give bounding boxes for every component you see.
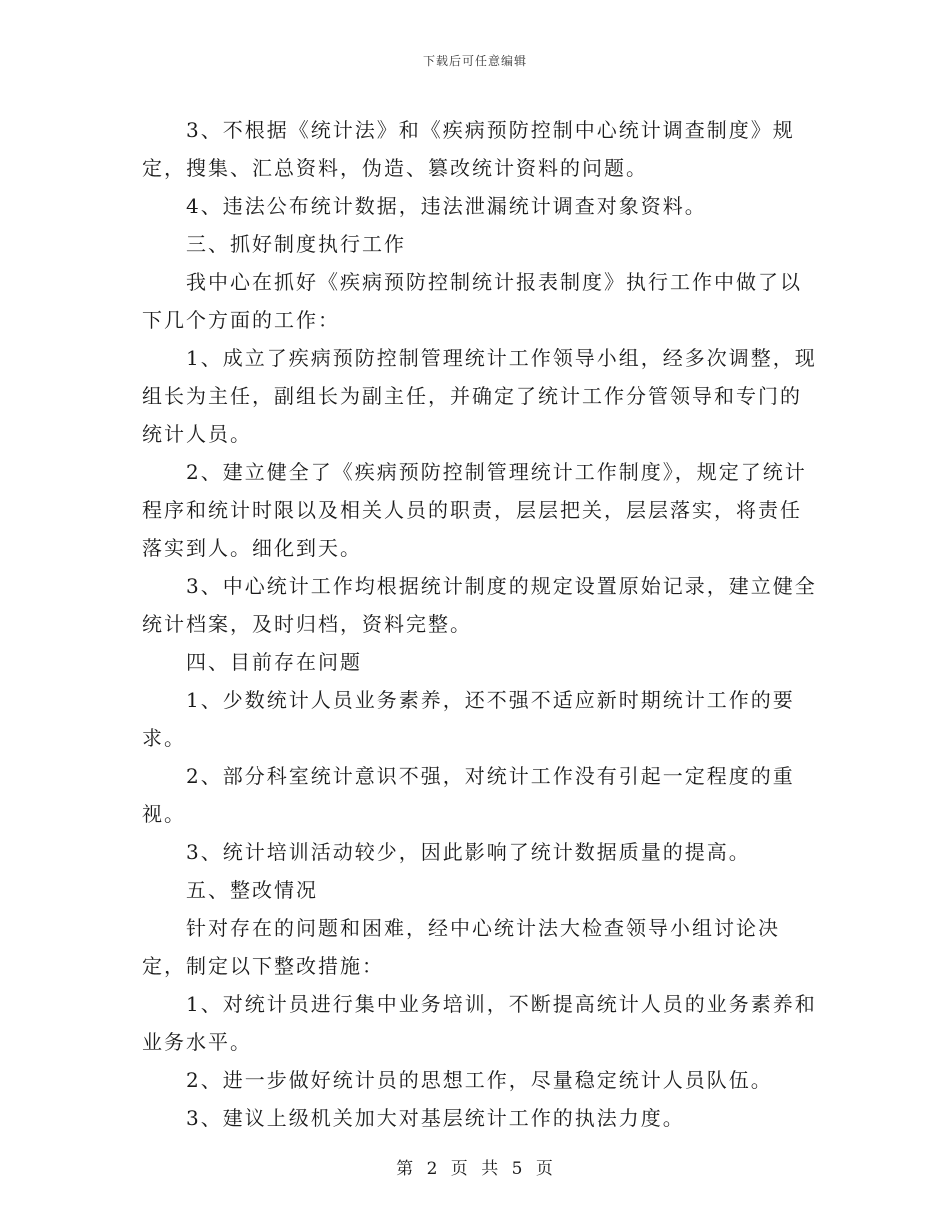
page-number: 第 2 页 共 5 页 (396, 1159, 554, 1179)
paragraph: 4、违法公布统计数据，违法泄漏统计调查对象资料。 (186, 194, 707, 218)
paragraph: 1、成立了疾病预防控制管理统计工作领导小组，经多次调整，现组长为主任，副组长为副主任，并确定了统计工作分管领导和专门的统计人员。 (142, 346, 817, 446)
section-heading: 三、抓好制度执行工作 (186, 232, 406, 256)
paragraph: 2、建立健全了《疾病预防控制管理统计工作制度》，规定了统计程序和统计时限以及相关人员的职责，层层把关，层层落实，将责任落实到人。细化到天。 (142, 460, 807, 560)
paragraph: 3、中心统计工作均根据统计制度的规定设置原始记录，建立健全统计档案，及时归档，资料完整。 (142, 574, 817, 636)
paragraph: 1、少数统计人员业务素养，还不强不适应新时期统计工作的要求。 (142, 688, 795, 750)
paragraph: 3、统计培训活动较少，因此影响了统计数据质量的提高。 (186, 840, 751, 864)
paragraph: 我中心在抓好《疾病预防控制统计报表制度》执行工作中做了以下几个方面的工作： (142, 270, 802, 332)
paragraph: 1、对统计员进行集中业务培训，不断提高统计人员的业务素养和业务水平。 (142, 992, 817, 1054)
section-heading: 五、整改情况 (186, 878, 318, 902)
paragraph: 3、不根据《统计法》和《疾病预防控制中心统计调查制度》规定，搜集、汇总资料，伪造、篡改统计资料的问题。 (142, 118, 795, 180)
paragraph: 针对存在的问题和困难，经中心统计法大检查领导小组讨论决定，制定以下整改措施： (142, 916, 780, 978)
paragraph: 2、部分科室统计意识不强，对统计工作没有引起一定程度的重视。 (142, 764, 795, 826)
section-heading: 四、目前存在问题 (186, 650, 362, 674)
paragraph: 2、进一步做好统计员的思想工作，尽量稳定统计人员队伍。 (186, 1068, 773, 1092)
document-body (142, 111, 822, 1137)
paragraph: 3、建议上级机关加大对基层统计工作的执法力度。 (186, 1106, 685, 1130)
page-header: 下载后可任意编辑 (422, 54, 527, 68)
